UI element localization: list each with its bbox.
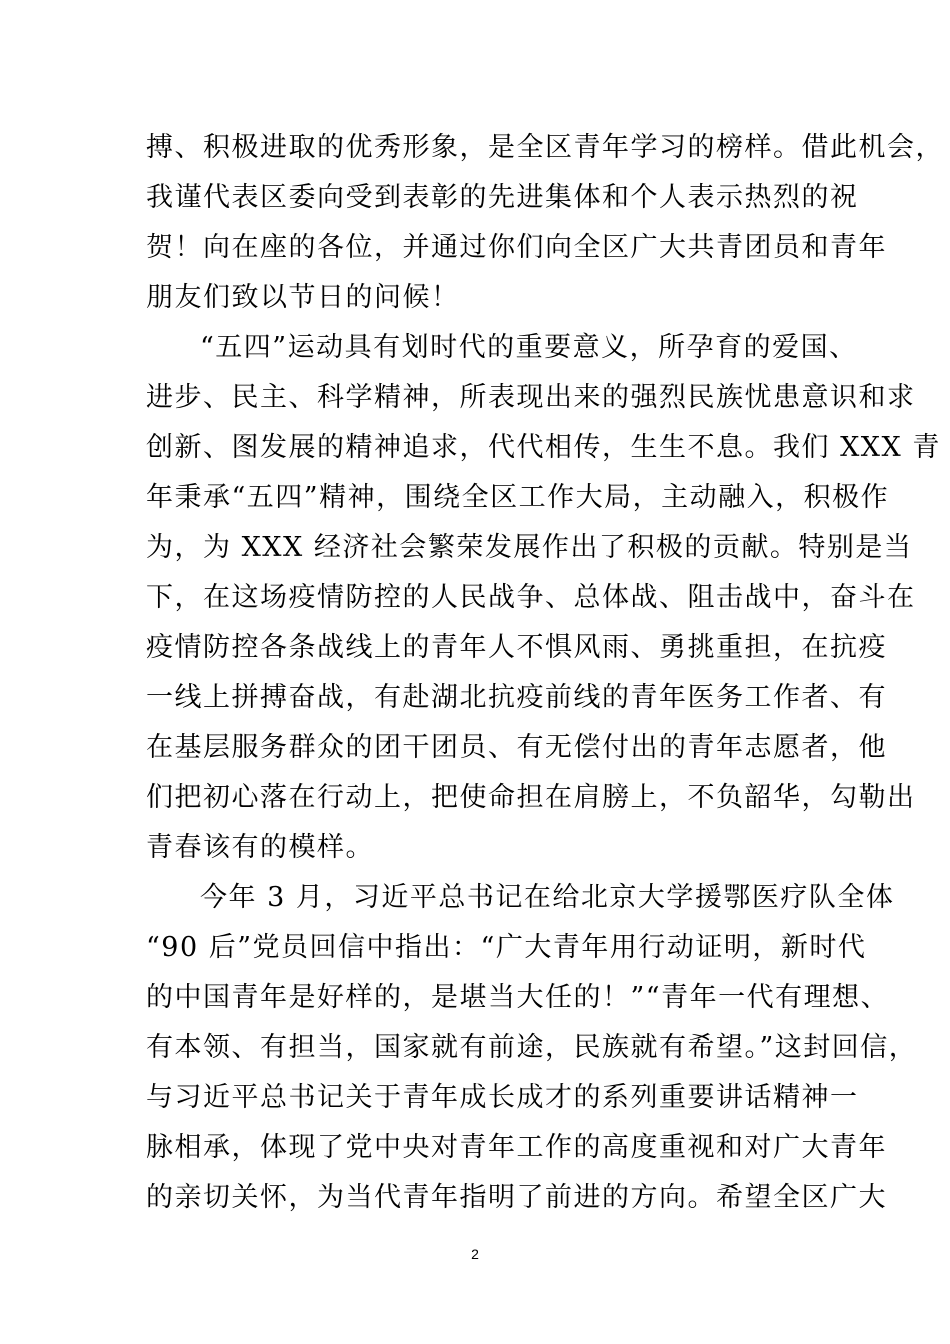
text-line: 在基层服务群众的团干团员、有无偿付出的青年志愿者，他: [146, 732, 887, 763]
text-line: 我谨代表区委向受到表彰的先进集体和个人表示热烈的祝: [146, 182, 859, 213]
text-line: 创新、图发展的精神追求，代代相传，生生不息。我们 XXX 青: [146, 432, 941, 463]
text-line: 搏、积极进取的优秀形象，是全区青年学习的榜样。借此机会，: [146, 132, 944, 163]
text-line: 脉相承，体现了党中央对青年工作的高度重视和对广大青年: [146, 1132, 887, 1163]
text-line: 一线上拼搏奋战，有赴湖北抗疫前线的青年医务工作者、有: [146, 682, 887, 713]
text-line: 朋友们致以节日的问候！: [146, 282, 460, 313]
page-number: 2: [471, 1246, 479, 1262]
paragraph-first-line: “五四”运动具有划时代的重要意义，所孕育的爱国、: [200, 332, 858, 363]
paragraph-first-line: 今年 3 月，习近平总书记在给北京大学援鄂医疗队全体: [200, 882, 895, 913]
text-line: 的亲切关怀，为当代青年指明了前进的方向。希望全区广大: [146, 1182, 887, 1213]
text-line: 的中国青年是好样的，是堪当大任的！”“青年一代有理想、: [146, 982, 890, 1013]
text-line: 下，在这场疫情防控的人民战争、总体战、阻击战中，奋斗在: [146, 582, 916, 613]
text-line: 贺！向在座的各位，并通过你们向全区广大共青团员和青年: [146, 232, 887, 263]
text-line: 青春该有的模样。: [146, 832, 374, 863]
text-line: 年秉承“五四”精神，围绕全区工作大局，主动融入，积极作: [146, 482, 890, 513]
text-line: 为，为 XXX 经济社会繁荣发展作出了积极的贡献。特别是当: [146, 532, 913, 563]
text-line: 进步、民主、科学精神，所表现出来的强烈民族忧患意识和求: [146, 382, 916, 413]
text-line: 们把初心落在行动上，把使命担在肩膀上，不负韶华，勾勒出: [146, 782, 916, 813]
text-line: “90 后”党员回信中指出：“广大青年用行动证明，新时代: [146, 932, 867, 963]
text-line: 有本领、有担当，国家就有前途，民族就有希望。”这封回信，: [146, 1032, 918, 1063]
text-line: 疫情防控各条战线上的青年人不惧风雨、勇挑重担，在抗疫: [146, 632, 887, 663]
text-line: 与习近平总书记关于青年成长成才的系列重要讲话精神一: [146, 1082, 859, 1113]
